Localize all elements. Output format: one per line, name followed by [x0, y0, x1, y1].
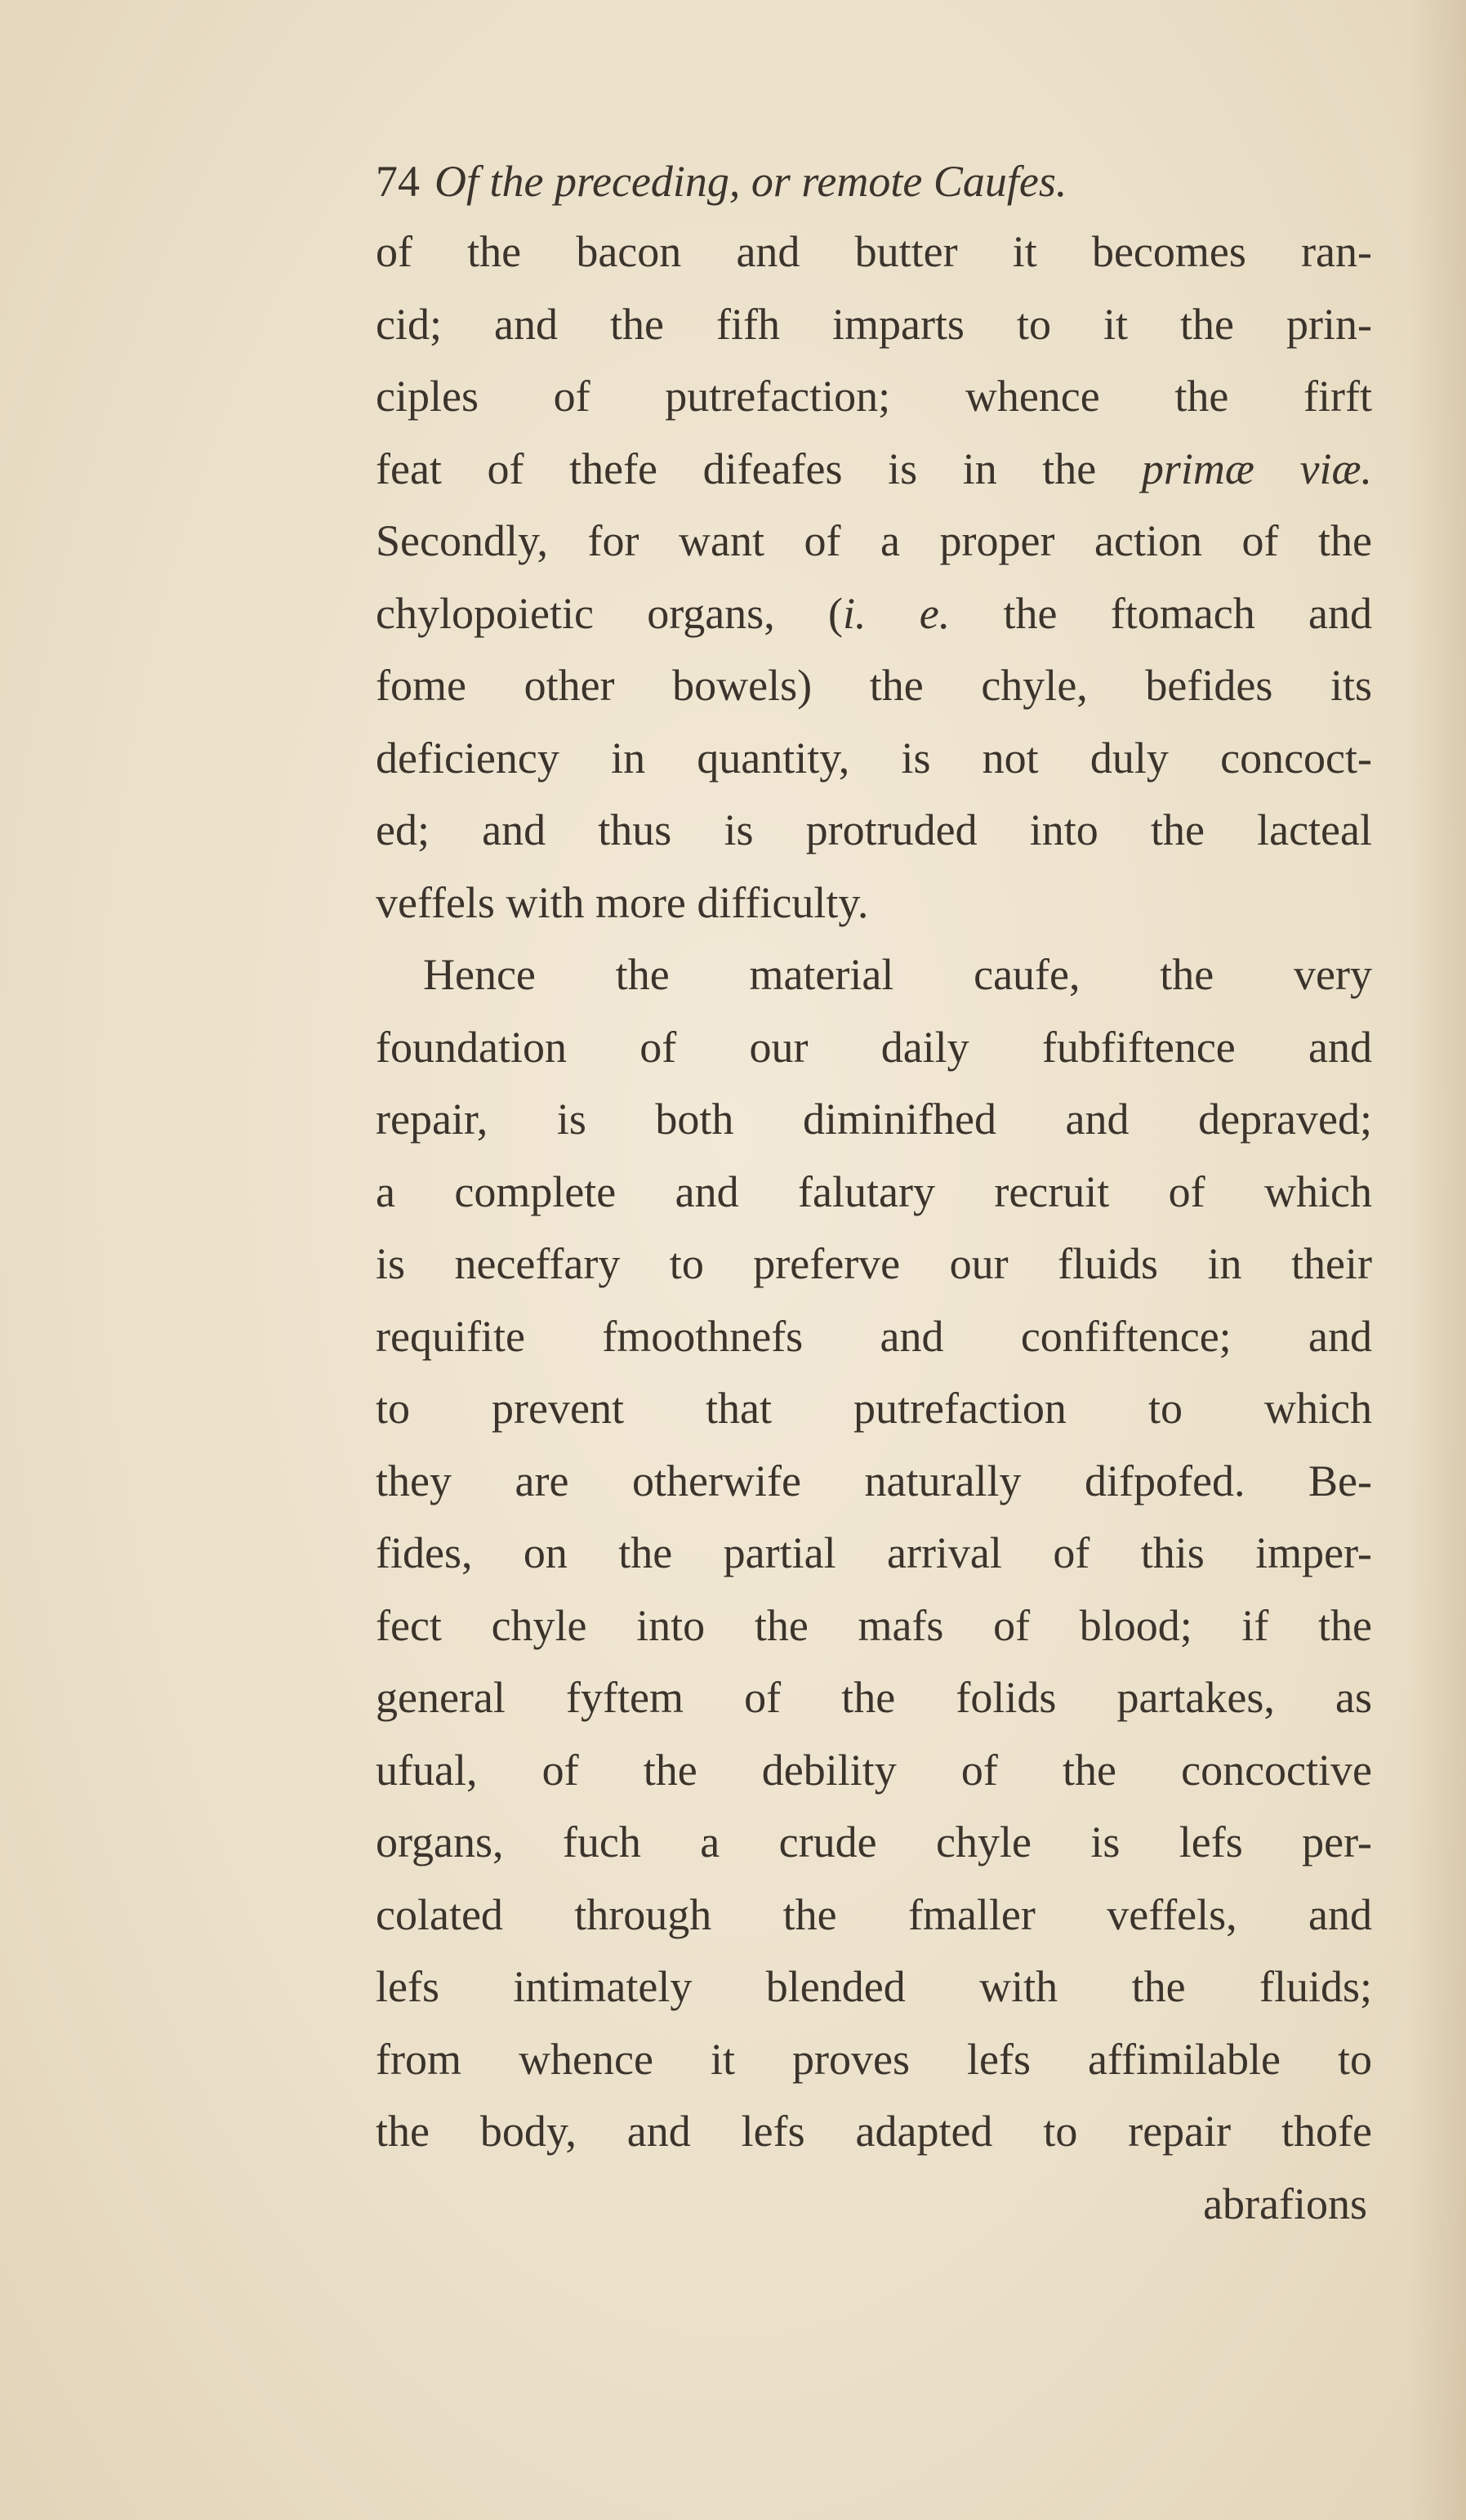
text-line: they are otherwife naturally difpofed. Be-: [376, 1456, 1372, 1505]
text-line: foundation of our daily fubfiftence and: [376, 1022, 1372, 1072]
page-number: 74: [376, 157, 420, 206]
text-line: cid; and the fifh imparts to it the prin-: [376, 299, 1372, 349]
text-line: ciples of putrefaction; whence the firft: [376, 372, 1372, 421]
text-segment: feat of thefe difeafes is in the: [376, 444, 1097, 493]
text-line: from whence it proves lefs affimilable to: [376, 2034, 1372, 2084]
text-line: lefs intimately blended with the fluids;: [376, 1962, 1372, 2011]
text-block: [376, 147, 1372, 2240]
text-line: requifite fmoothnefs and confiftence; and: [376, 1311, 1372, 1361]
text-line: fect chyle into the mafs of blood; if the: [376, 1600, 1372, 1650]
text-line: a complete and falutary recruit of which: [376, 1166, 1372, 1216]
text-line: general fyftem of the folids partakes, as: [376, 1673, 1372, 1722]
running-title: Of the preceding, or remote Caufes.: [434, 157, 1067, 206]
text-segment: chylopoietic organs, (: [376, 588, 843, 638]
text-line: Hence the material caufe, the very: [423, 950, 1372, 999]
catchword: abrafions: [1203, 2179, 1367, 2228]
text-line: fome other bowels) the chyle, befides its: [376, 661, 1372, 710]
text-line: Secondly, for want of a proper action of the: [376, 516, 1372, 565]
text-line: organs, fuch a crude chyle is lefs per-: [376, 1818, 1372, 1867]
italic-term: i. e.: [842, 588, 951, 638]
text-line: ed; and thus is protruded into the lacteal: [376, 805, 1372, 854]
text-line: repair, is both diminifhed and depraved;: [376, 1095, 1372, 1144]
text-line: is neceffary to preferve our fluids in their: [376, 1239, 1372, 1288]
text-line: veffels with more difficulty.: [376, 877, 869, 927]
text-line: the body, and lefs adapted to repair thofe: [376, 2107, 1372, 2156]
italic-term: primæ viæ.: [1141, 444, 1372, 493]
text-line: to prevent that putrefaction to which: [376, 1384, 1372, 1433]
text-line: [376, 433, 1372, 506]
text-line: fides, on the partial arrival of this imper-: [376, 1528, 1372, 1577]
running-header: [376, 147, 1372, 216]
text-segment: the ftomach and: [950, 588, 1372, 638]
text-line: colated through the fmaller veffels, and: [376, 1889, 1372, 1939]
text-line: of the bacon and butter it becomes ran-: [376, 227, 1372, 276]
page-edge-shadow: [1409, 0, 1466, 2520]
text-line: deficiency in quantity, is not duly concoct-: [376, 733, 1372, 783]
text-line: [376, 578, 1372, 650]
text-line: ufual, of the debility of the concoctive: [376, 1745, 1372, 1795]
